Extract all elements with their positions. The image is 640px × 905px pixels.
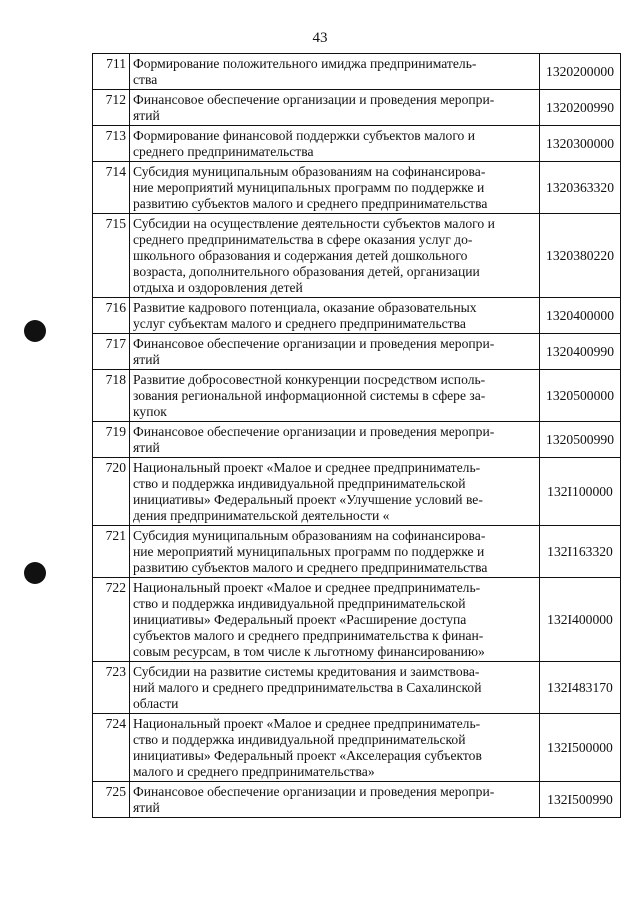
description-line: отдыха и оздоровления детей <box>133 280 303 295</box>
table-row <box>93 714 621 782</box>
row-code: 1320200000 <box>540 54 621 90</box>
row-description <box>130 526 540 578</box>
row-number: 725 <box>93 782 130 818</box>
row-code: 1320380220 <box>540 214 621 298</box>
row-number: 715 <box>93 214 130 298</box>
row-description <box>130 298 540 334</box>
description-line: Финансовое обеспечение организации и проведения меропри- <box>133 424 495 439</box>
description-line: ние мероприятий муниципальных программ по поддержке и <box>133 180 485 195</box>
description-line: зования региональной информационной системы в сфере за- <box>133 388 486 403</box>
description-line: Субсидия муниципальным образованиям на софинансирова- <box>133 528 486 543</box>
description-line: Национальный проект «Малое и среднее предприниматель- <box>133 460 481 475</box>
description-line: совым ресурсам, в том числе к льготному финансированию» <box>133 644 485 659</box>
row-code: 132I163320 <box>540 526 621 578</box>
row-description <box>130 782 540 818</box>
row-number: 714 <box>93 162 130 214</box>
row-number: 718 <box>93 370 130 422</box>
row-description <box>130 90 540 126</box>
description-line: Формирование положительного имиджа предприниматель- <box>133 56 477 71</box>
table-body <box>93 54 621 818</box>
table-row <box>93 126 621 162</box>
row-description <box>130 162 540 214</box>
budget-code-table <box>92 53 621 818</box>
table-row <box>93 422 621 458</box>
row-code: 1320363320 <box>540 162 621 214</box>
description-line: Субсидии на развитие системы кредитования и заимствова- <box>133 664 480 679</box>
table-row <box>93 578 621 662</box>
row-number: 723 <box>93 662 130 714</box>
row-description <box>130 662 540 714</box>
description-line: ятий <box>133 800 160 815</box>
table-row <box>93 458 621 526</box>
row-description <box>130 370 540 422</box>
description-line: школьного образования и содержания детей дошкольного <box>133 248 468 263</box>
description-line: дения предпринимательской деятельности « <box>133 508 390 523</box>
description-line: Национальный проект «Малое и среднее предприниматель- <box>133 716 481 731</box>
page-number: 43 <box>312 30 328 46</box>
description-line: ства <box>133 72 158 87</box>
row-code: 132I500990 <box>540 782 621 818</box>
row-code: 1320200990 <box>540 90 621 126</box>
description-line: Национальный проект «Малое и среднее предприниматель- <box>133 580 481 595</box>
table-row <box>93 162 621 214</box>
row-number: 717 <box>93 334 130 370</box>
description-line: Развитие кадрового потенциала, оказание образовательных <box>133 300 477 315</box>
description-line: купок <box>133 404 167 419</box>
row-description <box>130 126 540 162</box>
row-number: 712 <box>93 90 130 126</box>
table-row <box>93 298 621 334</box>
description-line: ние мероприятий муниципальных программ по поддержке и <box>133 544 485 559</box>
description-line: Формирование финансовой поддержки субъектов малого и <box>133 128 476 143</box>
row-number: 716 <box>93 298 130 334</box>
description-line: среднего предпринимательства в сфере оказания услуг до- <box>133 232 473 247</box>
row-number: 720 <box>93 458 130 526</box>
description-line: ство и поддержка индивидуальной предпринимательской <box>133 476 466 491</box>
description-line: Финансовое обеспечение организации и проведения меропри- <box>133 784 495 799</box>
description-line: ство и поддержка индивидуальной предпринимательской <box>133 732 466 747</box>
row-code: 1320400000 <box>540 298 621 334</box>
description-line: субъектов малого и среднего предпринимательства к финан- <box>133 628 484 643</box>
table-row <box>93 90 621 126</box>
table-row <box>93 782 621 818</box>
row-number: 722 <box>93 578 130 662</box>
row-code: 1320500990 <box>540 422 621 458</box>
table-row <box>93 334 621 370</box>
description-line: услуг субъектам малого и среднего предпринимательства <box>133 316 466 331</box>
description-line: среднего предпринимательства <box>133 144 314 159</box>
description-line: ний малого и среднего предпринимательства в Сахалинской <box>133 680 482 695</box>
table-row <box>93 662 621 714</box>
description-line: ятий <box>133 108 160 123</box>
description-line: Финансовое обеспечение организации и проведения меропри- <box>133 92 495 107</box>
row-number: 724 <box>93 714 130 782</box>
description-line: возраста, дополнительного образования детей, организации <box>133 264 480 279</box>
description-line: развитию субъектов малого и среднего предпринимательства <box>133 196 488 211</box>
row-number: 711 <box>93 54 130 90</box>
row-description <box>130 214 540 298</box>
description-line: Финансовое обеспечение организации и проведения меропри- <box>133 336 495 351</box>
row-code: 1320500000 <box>540 370 621 422</box>
row-code: 132I483170 <box>540 662 621 714</box>
row-code: 132I500000 <box>540 714 621 782</box>
table-row <box>93 370 621 422</box>
row-description <box>130 54 540 90</box>
description-line: ятий <box>133 352 160 367</box>
row-code: 1320400990 <box>540 334 621 370</box>
description-line: инициативы» Федеральный проект «Улучшение условий ве- <box>133 492 483 507</box>
row-number: 721 <box>93 526 130 578</box>
row-number: 713 <box>93 126 130 162</box>
row-code: 132I100000 <box>540 458 621 526</box>
description-line: ство и поддержка индивидуальной предпринимательской <box>133 596 466 611</box>
description-line: развитию субъектов малого и среднего предпринимательства <box>133 560 488 575</box>
description-line: малого и среднего предпринимательства» <box>133 764 375 779</box>
description-line: Субсидии на осуществление деятельности субъектов малого и <box>133 216 495 231</box>
description-line: области <box>133 696 179 711</box>
description-line: инициативы» Федеральный проект «Акселерация субъектов <box>133 748 482 763</box>
table-row <box>93 526 621 578</box>
row-code: 132I400000 <box>540 578 621 662</box>
row-number: 719 <box>93 422 130 458</box>
row-code: 1320300000 <box>540 126 621 162</box>
description-line: ятий <box>133 440 160 455</box>
description-line: Субсидия муниципальным образованиям на софинансирова- <box>133 164 486 179</box>
row-description <box>130 578 540 662</box>
row-description <box>130 714 540 782</box>
punch-hole-mark <box>24 562 46 584</box>
punch-hole-mark <box>24 320 46 342</box>
table-row <box>93 54 621 90</box>
description-line: инициативы» Федеральный проект «Расширение доступа <box>133 612 467 627</box>
row-description <box>130 458 540 526</box>
row-description <box>130 422 540 458</box>
row-description <box>130 334 540 370</box>
table-row <box>93 214 621 298</box>
description-line: Развитие добросовестной конкуренции посредством исполь- <box>133 372 486 387</box>
